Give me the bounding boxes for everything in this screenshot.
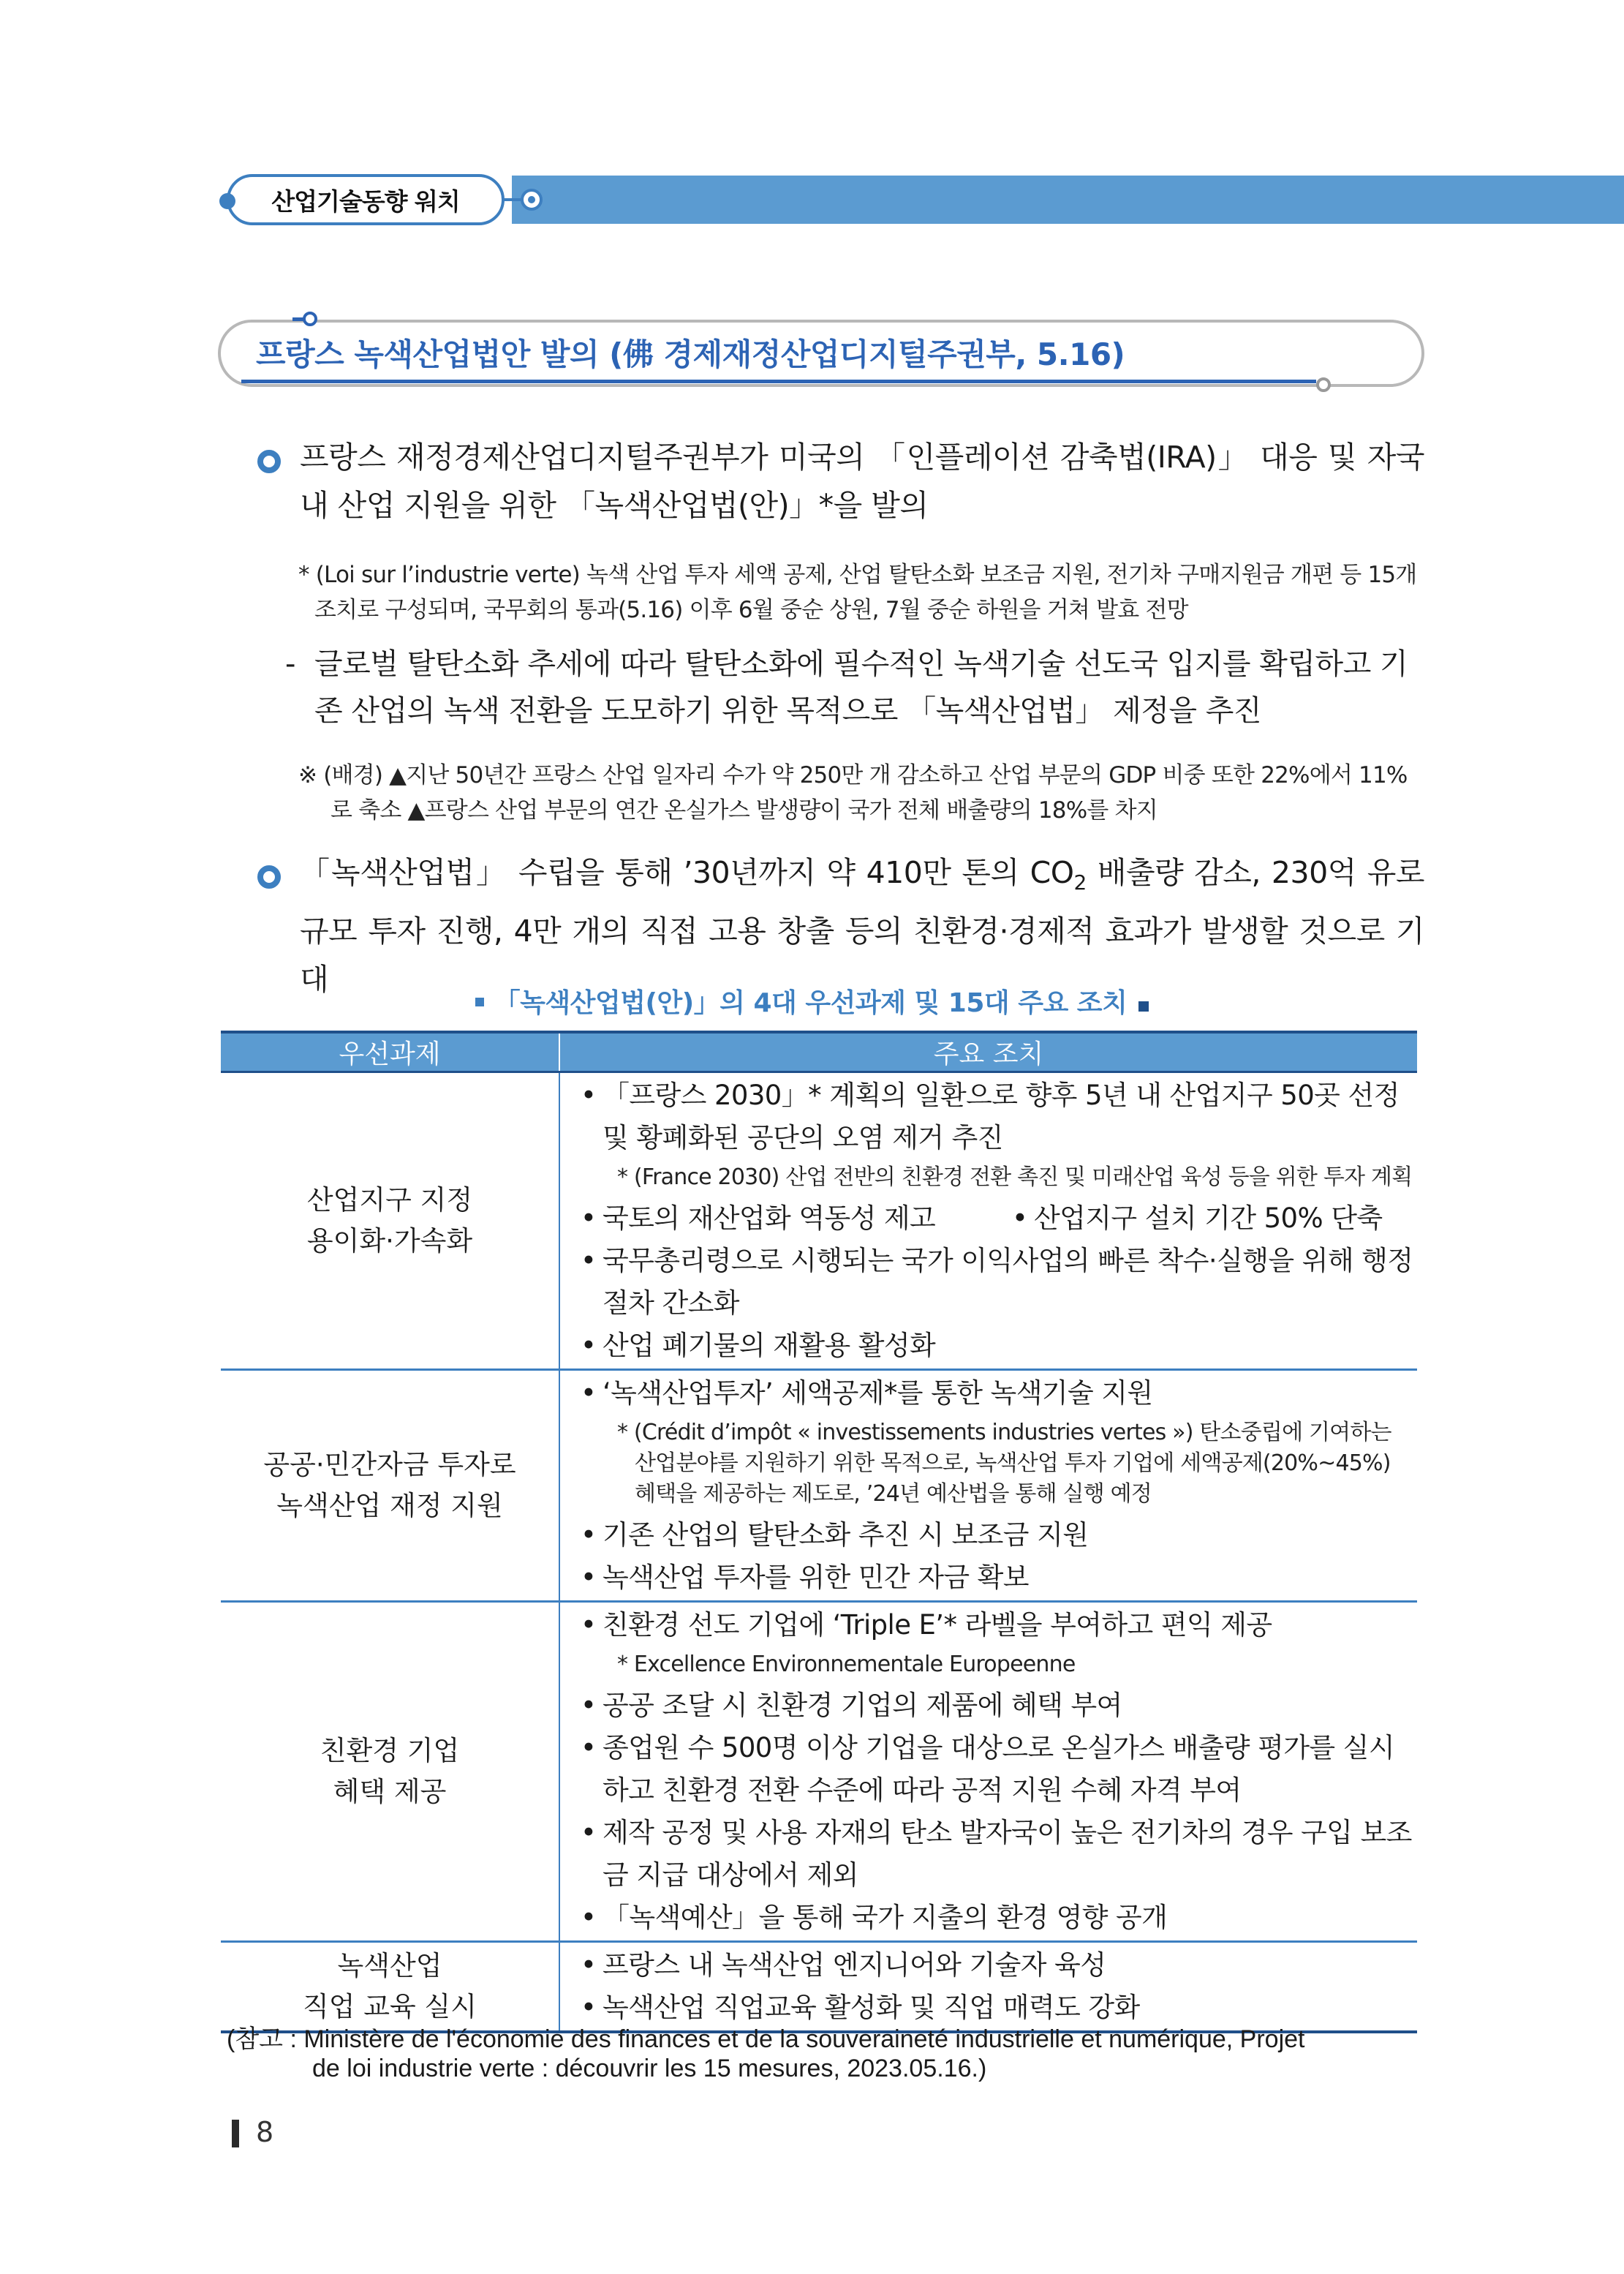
header-priority-task: 우선과제 [221,1032,559,1072]
table-row [221,1602,1417,1942]
header-section-label: 산업기술동향 워치 [271,187,460,216]
measure-item: • 종업원 수 500명 이상 기업을 대상으로 온실가스 배출량 평가를 실시하고 친환경 전환 수준에 따라 공적 지원 수혜 자격 부여 [581,1727,1417,1812]
measure-item: • ‘녹색산업투자’ 세액공제*를 통한 녹색기술 지원 [581,1372,1417,1415]
measure-item: • 공공 조달 시 친환경 기업의 제품에 혜택 부여 [581,1684,1417,1727]
section-title-knob-icon [303,312,317,326]
measure-item: • 친환경 선도 기업에 ‘Triple E’* 라벨을 부여하고 편익 제공 [581,1604,1417,1646]
effects-text-b: 배출량 감소, 230억 유로 규모 투자 진행, 4만 개의 직접 고용 창출 등의 친환경·경제적 효과가 발생할 것으로 기대 [300,855,1424,998]
caption-square-icon [475,998,484,1006]
table-header-row [221,1032,1417,1072]
task-label-line2: 녹색산업 재정 지원 [276,1490,503,1521]
table-caption [0,982,1624,1020]
task-label-line2: 용이화·가속화 [306,1225,473,1257]
table-row [221,1942,1417,2033]
dash-bullet: - [285,647,296,681]
background-note: ※ (배경) ▲지난 50년간 프랑스 산업 일자리 수가 약 250만 개 감소하고 산업 부문의 GDP 비중 또한 22%에서 11%로 축소 ▲프랑스 산업 부문의 연간 온실가스 발생량이 국가 전체 배출량의 18%를 차지 [298,762,1408,824]
table-row [221,1370,1417,1602]
circle-bullet-icon [257,865,281,889]
page-number: 8 [256,2116,274,2148]
table-caption-text: 「녹색산업법(안)」의 4대 우선과제 및 15대 주요 조치 [494,988,1128,1018]
measure-note: * (France 2030) 산업 전반의 친환경 전환 촉진 및 미래산업 육성 등을 위한 투자 계획 [617,1164,1413,1190]
header-band [512,176,1624,224]
section-title-end-knob-icon [1316,377,1331,392]
section-title: 프랑스 녹색산업법안 발의 (佛 경제재정산업디지털주권부, 5.16) [256,336,1125,372]
task-cell [221,1370,559,1602]
measures-cell [559,1072,1417,1370]
measure-item: • 국무총리령으로 시행되는 국가 이익사업의 빠른 착수·실행을 위해 행정 절차 간소화 [581,1240,1417,1325]
reference-line2: de loi industrie verte : découvrir les 15 mesures, 2023.05.16.) [312,2055,987,2082]
task-cell [221,1602,559,1942]
task-label-line1: 녹색산업 [337,1950,442,1981]
measures-cell [559,1942,1417,2033]
measure-item: • 제작 공정 및 사용 자재의 탄소 발자국이 높은 전기차의 경우 구입 보조금 지급 대상에서 제외 [581,1812,1417,1897]
page-number-marker [232,2120,239,2147]
measure-item: • 「프랑스 2030」* 계획의 일환으로 향후 5년 내 산업지구 50곳 선정 및 황폐화된 공단의 오염 제거 추진 [581,1074,1417,1159]
reference-line1: (참고 : Ministère de l'économie des finances et de la souveraineté industrielle et numérique, Projet [227,2025,1305,2053]
table-row [221,1072,1417,1370]
task-label-line2: 직업 교육 실시 [303,1991,477,2022]
effects-text-a: 「녹색산업법」 수립을 통해 ’30년까지 약 410만 톤의 CO [300,855,1074,890]
measure-item: • 국토의 재산업화 역동성 제고 [581,1197,1012,1240]
measure-item: • 산업지구 설치 기간 50% 단축 [1012,1197,1383,1240]
paragraph-decarbonization-goal: 글로벌 탈탄소화 추세에 따라 탈탄소화에 필수적인 녹색기술 선도국 입지를 확립하고 기존 산업의 녹색 전환을 도모하기 위한 목적으로 「녹색산업법」 제정을 추진 [314,647,1408,728]
measure-item: • 프랑스 내 녹색산업 엔지니어와 기술자 육성 [581,1944,1417,1987]
circle-bullet-icon [257,450,281,473]
paragraph-ira-response: 프랑스 재정경제산업디지털주권부가 미국의 「인플레이션 감축법(IRA)」 대응 및 자국 내 산업 지원을 위한 「녹색산업법(안)」*을 발의 [300,440,1424,523]
measures-cell [559,1602,1417,1942]
measure-note: * Excellence Environnementale Europeenne [617,1652,1076,1677]
footnote-loi-industrie-verte: * (Loi sur l’industrie verte) 녹색 산업 투자 세액 공제, 산업 탈탄소화 보조금 지원, 전기차 구매지원금 개편 등 15개 조치로 구성되며, 국무회의 통과(5.16) 이후 6월 중순 상원, 7월 중순 하원을 거쳐 발효 전망 [298,562,1417,623]
task-label-line1: 산업지구 지정 [306,1184,473,1216]
measure-note: * (Crédit d’impôt « investissements industries vertes ») 탄소중립에 기여하는 산업분야를 지원하기 위한 목적으로, 녹색산업 투자 기업에 세액공제(20%~45%) 혜택을 제공하는 제도로, ’24년 예산법을 통해 실행 예정 [617,1420,1391,1507]
task-label-line2: 혜택 제공 [333,1776,447,1807]
task-cell [221,1942,559,2033]
header-dot-icon [219,193,235,209]
header-ring-icon [521,189,543,211]
task-label-line1: 친환경 기업 [320,1735,460,1766]
measure-item: • 녹색산업 투자를 위한 민간 자금 확보 [581,1556,1417,1599]
priority-measures-table [221,1031,1417,2033]
header-section-pill [227,174,505,225]
header-key-measures: 주요 조치 [559,1032,1417,1072]
co2-subscript: 2 [1073,870,1087,895]
measure-item: • 산업 폐기물의 재활용 활성화 [581,1325,1417,1367]
measure-item: • 녹색산업 직업교육 활성화 및 직업 매력도 강화 [581,1987,1417,2029]
reference-source [227,2025,1422,2083]
section-title-underline [241,380,1316,383]
measure-split-row [581,1197,1417,1240]
paragraph-expected-effects [300,848,1424,1004]
task-label-line1: 공공·민간자금 투자로 [263,1449,516,1480]
task-cell [221,1072,559,1370]
caption-end-square-icon [1138,1001,1149,1012]
measures-cell [559,1370,1417,1602]
measure-item: • 기존 산업의 탈탄소화 추진 시 보조금 지원 [581,1514,1417,1556]
measure-item: • 「녹색예산」을 통해 국가 지출의 환경 영향 공개 [581,1897,1417,1939]
